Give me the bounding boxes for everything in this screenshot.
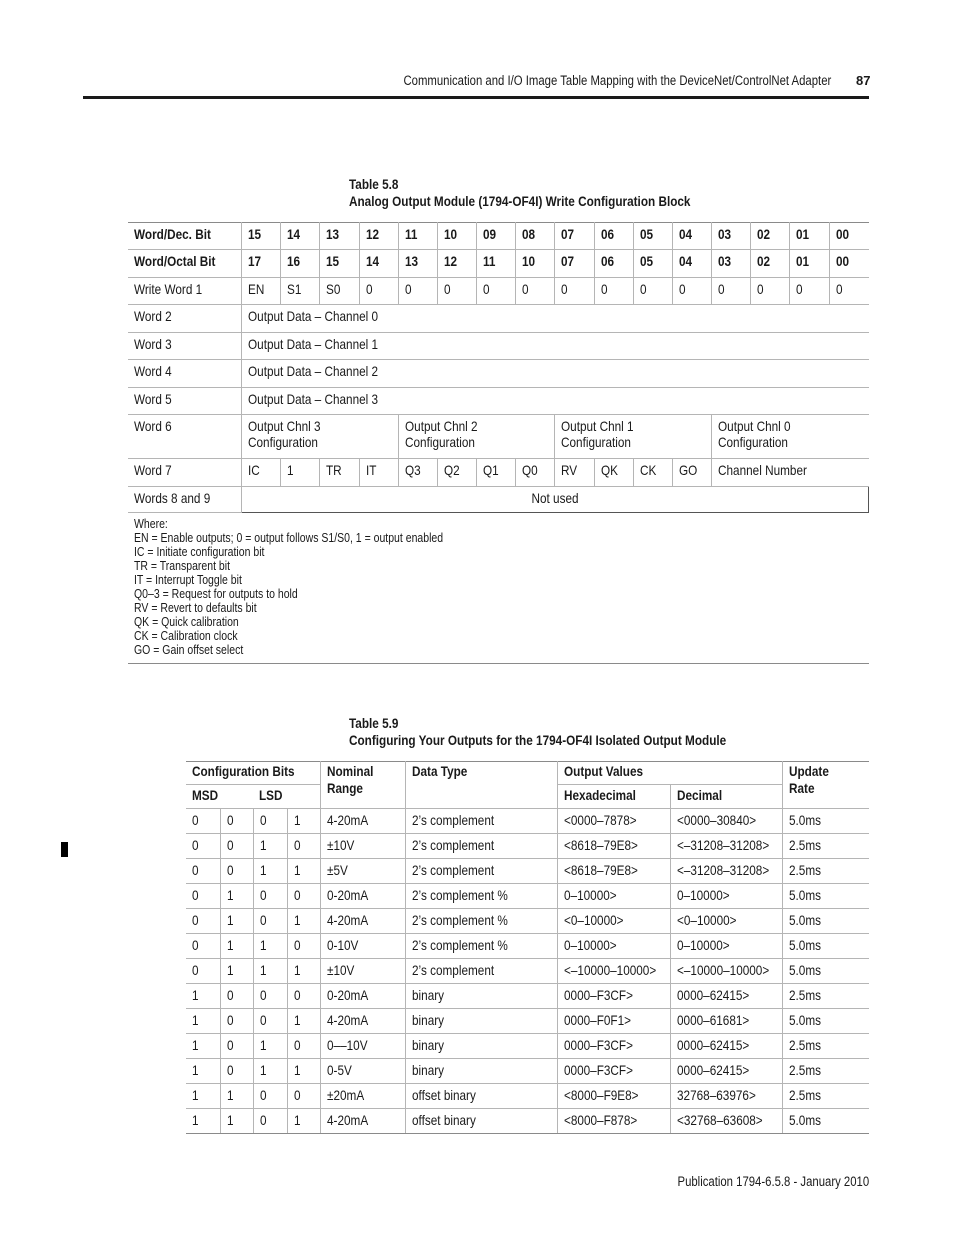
word-2-row — [128, 305, 869, 333]
row-label: Word 6 — [128, 415, 242, 459]
cell: <–10000–10000> — [557, 959, 670, 984]
octal-bit-row — [128, 250, 869, 278]
cell: GO — [672, 459, 711, 487]
cell: IC — [242, 459, 281, 487]
cell: 0 — [220, 1034, 253, 1059]
cell: 12 — [437, 250, 476, 278]
cell: 1 — [253, 1034, 287, 1059]
cell: 0 — [633, 277, 672, 305]
cell: <8618–79E8> — [557, 834, 670, 859]
data-type-header: Data Type — [405, 762, 557, 809]
cell: 1 — [287, 959, 320, 984]
cell: TR — [320, 459, 359, 487]
cell: 0 — [287, 934, 320, 959]
table-5-8-caption: Table 5.8 Analog Output Module (1794-OF4I) Write Configuration Block — [349, 176, 691, 209]
cell: 04 — [672, 223, 711, 250]
cell: 15 — [320, 250, 359, 278]
word-6-row — [128, 415, 869, 459]
cell: 0 — [516, 277, 555, 305]
cell: 0 — [672, 277, 711, 305]
cell: 0 — [253, 1084, 287, 1109]
cell: offset binary — [405, 1084, 557, 1109]
table-row — [186, 1034, 869, 1059]
cell: 08 — [516, 223, 555, 250]
cell: 5.0ms — [782, 884, 869, 909]
cell: 01 — [790, 223, 829, 250]
cell: 0 — [186, 834, 220, 859]
cell: <0–10000> — [670, 909, 782, 934]
cell: 0 — [398, 277, 437, 305]
cell: 0 — [751, 277, 790, 305]
cell: 0-20mA — [320, 984, 405, 1009]
cell: 07 — [555, 223, 594, 250]
channel-0-config-cell: Output Chnl 0 Configuration — [712, 415, 869, 459]
cell: Q3 — [398, 459, 437, 487]
cell: 4-20mA — [320, 809, 405, 834]
cell: 1 — [220, 959, 253, 984]
cell: IT — [359, 459, 398, 487]
cell: binary — [405, 984, 557, 1009]
cell: 1 — [287, 1059, 320, 1084]
cell: 14 — [281, 223, 320, 250]
cell: 1 — [253, 1059, 287, 1084]
table-row — [186, 884, 869, 909]
cell: 0 — [186, 884, 220, 909]
cell: QK — [594, 459, 633, 487]
cell: 07 — [555, 250, 594, 278]
row-label: Words 8 and 9 — [128, 486, 242, 512]
cell: 03 — [712, 250, 751, 278]
channel-2-config-cell: Output Chnl 2 Configuration — [398, 415, 555, 459]
cell: 0000–62415> — [670, 1059, 782, 1084]
cell: 2’s complement % — [405, 934, 557, 959]
row-value: Output Data – Channel 2 — [242, 360, 869, 388]
cell: 10 — [516, 250, 555, 278]
cell: 02 — [751, 223, 790, 250]
hexadecimal-header: Hexadecimal — [557, 785, 670, 809]
cell: 2’s complement — [405, 959, 557, 984]
cell: 2’s complement — [405, 834, 557, 859]
cell: 0 — [220, 1009, 253, 1034]
cell: 1 — [186, 984, 220, 1009]
cell: 16 — [281, 250, 320, 278]
cell: 32768–63976> — [670, 1084, 782, 1109]
write-word-1-row — [128, 277, 869, 305]
cell: 0 — [186, 809, 220, 834]
cell: 06 — [594, 223, 633, 250]
cell: binary — [405, 1009, 557, 1034]
cell: 11 — [477, 250, 516, 278]
cell: 2’s complement — [405, 809, 557, 834]
cell: 0 — [790, 277, 829, 305]
cell: Word/Octal Bit — [128, 250, 242, 278]
nominal-range-header: Nominal Range — [320, 762, 405, 809]
cell: binary — [405, 1059, 557, 1084]
cell: 15 — [242, 223, 281, 250]
write-configuration-table — [128, 222, 869, 664]
cell: <0000–7878> — [557, 809, 670, 834]
cell: 0 — [359, 277, 398, 305]
cell: 0-20mA — [320, 884, 405, 909]
cell: 0 — [220, 984, 253, 1009]
cell: 05 — [633, 250, 672, 278]
configuration-bits-header: Configuration Bits — [186, 762, 320, 785]
cell: 0 — [287, 1034, 320, 1059]
row-label: Word 2 — [128, 305, 242, 333]
cell: 1 — [281, 459, 320, 487]
output-configuration-table — [186, 761, 869, 1134]
cell: 0–10000> — [557, 884, 670, 909]
cell: 1 — [253, 834, 287, 859]
cell: 5.0ms — [782, 1109, 869, 1134]
cell: 5.0ms — [782, 959, 869, 984]
change-bar — [61, 842, 68, 857]
cell: 00 — [829, 250, 868, 278]
table-row — [186, 859, 869, 884]
row-label: Word 4 — [128, 360, 242, 388]
cell: 14 — [359, 250, 398, 278]
decimal-header: Decimal — [670, 785, 782, 809]
table-row — [186, 809, 869, 834]
not-used-cell: Not used — [242, 486, 869, 512]
table-row — [186, 1109, 869, 1134]
cell: 2.5ms — [782, 834, 869, 859]
cell: Q1 — [477, 459, 516, 487]
row-value: Output Data – Channel 3 — [242, 387, 869, 415]
cell: 0000–62415> — [670, 1034, 782, 1059]
cell: 2.5ms — [782, 1034, 869, 1059]
cell: 03 — [712, 223, 751, 250]
table-row — [186, 959, 869, 984]
cell: 0 — [287, 834, 320, 859]
cell: ±10V — [320, 959, 405, 984]
cell: 1 — [220, 909, 253, 934]
cell: RV — [555, 459, 594, 487]
cell: 0 — [253, 909, 287, 934]
cell: <8618–79E8> — [557, 859, 670, 884]
cell: 1 — [287, 859, 320, 884]
row-label: Word 7 — [128, 459, 242, 487]
cell: 0 — [555, 277, 594, 305]
cell: 0 — [220, 809, 253, 834]
words-8-9-row — [128, 486, 869, 512]
cell: 1 — [253, 934, 287, 959]
cell: 1 — [220, 1109, 253, 1134]
cell: 0 — [220, 859, 253, 884]
cell: 2.5ms — [782, 1084, 869, 1109]
channel-3-config-cell: Output Chnl 3 Configuration — [242, 415, 399, 459]
cell: 11 — [398, 223, 437, 250]
cell: 0-10V — [320, 934, 405, 959]
cell: 0 — [186, 909, 220, 934]
cell: 1 — [186, 1084, 220, 1109]
dec-bit-row — [128, 223, 869, 250]
cell: 0–10000> — [670, 934, 782, 959]
row-label: Word 3 — [128, 332, 242, 360]
cell: 09 — [477, 223, 516, 250]
cell: 13 — [320, 223, 359, 250]
msd-header: MSD — [186, 785, 253, 809]
cell: 10 — [437, 223, 476, 250]
cell: 17 — [242, 250, 281, 278]
cell: 0 — [186, 959, 220, 984]
table-row — [186, 1084, 869, 1109]
cell: 1 — [287, 1009, 320, 1034]
cell: 5.0ms — [782, 809, 869, 834]
cell: 2’s complement % — [405, 909, 557, 934]
cell: <–10000–10000> — [670, 959, 782, 984]
cell: 4-20mA — [320, 909, 405, 934]
legend: Where: EN = Enable outputs; 0 = output follows S1/S0, 1 = output enabled IC = Initiate configuration bit TR = Transparent bit IT = Interrupt Toggle bit Q0–3 = Request for outputs to hold RV = Revert to defaults bit QK = Quick calibration CK = Calibration clock GO = Gain offset select — [128, 512, 869, 664]
cell: 2’s complement % — [405, 884, 557, 909]
table-row — [186, 984, 869, 1009]
cell: Q2 — [437, 459, 476, 487]
cell: 4-20mA — [320, 1109, 405, 1134]
cell: ±20mA — [320, 1084, 405, 1109]
cell: <0000–30840> — [670, 809, 782, 834]
cell: <0–10000> — [557, 909, 670, 934]
cell: 0 — [186, 859, 220, 884]
cell: 2.5ms — [782, 859, 869, 884]
cell: 06 — [594, 250, 633, 278]
cell: 05 — [633, 223, 672, 250]
cell: Q0 — [516, 459, 555, 487]
table-row — [186, 1059, 869, 1084]
row-value: Output Data – Channel 0 — [242, 305, 869, 333]
page-number: 87 — [856, 73, 871, 88]
publication-footer: Publication 1794-6.5.8 - January 2010 — [677, 1174, 869, 1189]
cell: 0 — [287, 984, 320, 1009]
word-7-row — [128, 459, 869, 487]
cell: Word/Dec. Bit — [128, 223, 242, 250]
update-rate-header: Update Rate — [782, 762, 869, 809]
cell: 1 — [220, 884, 253, 909]
header-rule — [83, 96, 869, 99]
cell: 02 — [751, 250, 790, 278]
cell: 0000–F3CF> — [557, 1059, 670, 1084]
running-header: Communication and I/O Image Table Mapping with the DeviceNet/ControlNet Adapter — [403, 73, 831, 88]
cell: S1 — [281, 277, 320, 305]
cell: 5.0ms — [782, 1009, 869, 1034]
row-value: Output Data – Channel 1 — [242, 332, 869, 360]
cell: 04 — [672, 250, 711, 278]
cell: 0 — [287, 884, 320, 909]
cell: 1 — [220, 1084, 253, 1109]
cell: 0––10V — [320, 1034, 405, 1059]
cell: 4-20mA — [320, 1009, 405, 1034]
word-5-row — [128, 387, 869, 415]
channel-number-cell: Channel Number — [712, 459, 869, 487]
output-values-header: Output Values — [557, 762, 782, 785]
cell: 0–10000> — [557, 934, 670, 959]
cell: <8000–F878> — [557, 1109, 670, 1134]
cell: 0 — [253, 809, 287, 834]
cell: <–31208–31208> — [670, 859, 782, 884]
cell: binary — [405, 1034, 557, 1059]
row-label: Word 5 — [128, 387, 242, 415]
cell: 1 — [253, 859, 287, 884]
cell: 1 — [253, 959, 287, 984]
channel-1-config-cell: Output Chnl 1 Configuration — [555, 415, 712, 459]
cell: 0000–61681> — [670, 1009, 782, 1034]
cell: 0 — [186, 934, 220, 959]
cell: EN — [242, 277, 281, 305]
cell: 0 — [477, 277, 516, 305]
cell: CK — [633, 459, 672, 487]
cell: 2’s complement — [405, 859, 557, 884]
cell: 2.5ms — [782, 984, 869, 1009]
cell: 5.0ms — [782, 934, 869, 959]
cell: 0 — [253, 1009, 287, 1034]
cell: <8000–F9E8> — [557, 1084, 670, 1109]
cell: 1 — [287, 1109, 320, 1134]
cell: 0 — [437, 277, 476, 305]
cell: 1 — [287, 909, 320, 934]
cell: 0000–F3CF> — [557, 1034, 670, 1059]
cell: 0 — [829, 277, 868, 305]
cell: 01 — [790, 250, 829, 278]
cell: <32768–63608> — [670, 1109, 782, 1134]
cell: 0000–F3CF> — [557, 984, 670, 1009]
cell: 1 — [186, 1059, 220, 1084]
table-row — [186, 909, 869, 934]
cell: 1 — [186, 1009, 220, 1034]
cell: 2.5ms — [782, 1059, 869, 1084]
word-3-row — [128, 332, 869, 360]
lsd-header: LSD — [253, 785, 320, 809]
cell: 0 — [220, 1059, 253, 1084]
cell: 1 — [220, 934, 253, 959]
cell: 0 — [253, 984, 287, 1009]
cell: 5.0ms — [782, 909, 869, 934]
cell: 0000–62415> — [670, 984, 782, 1009]
header-row-1 — [186, 762, 869, 785]
cell: 0000–F0F1> — [557, 1009, 670, 1034]
cell: 0–10000> — [670, 884, 782, 909]
legend-row — [128, 512, 869, 664]
cell: 1 — [287, 809, 320, 834]
cell: 12 — [359, 223, 398, 250]
cell: S0 — [320, 277, 359, 305]
table-row — [186, 934, 869, 959]
table-row — [186, 834, 869, 859]
cell: 0-5V — [320, 1059, 405, 1084]
cell: 0 — [220, 834, 253, 859]
cell: ±5V — [320, 859, 405, 884]
word-4-row — [128, 360, 869, 388]
cell: Write Word 1 — [128, 277, 242, 305]
cell: 0 — [287, 1084, 320, 1109]
cell: <–31208–31208> — [670, 834, 782, 859]
cell: 0 — [594, 277, 633, 305]
cell: offset binary — [405, 1109, 557, 1134]
cell: 0 — [253, 884, 287, 909]
cell: 0 — [253, 1109, 287, 1134]
cell: 1 — [186, 1109, 220, 1134]
table-5-9-caption: Table 5.9 Configuring Your Outputs for the 1794-OF4I Isolated Output Module — [349, 715, 727, 748]
cell: 0 — [712, 277, 751, 305]
cell: 13 — [398, 250, 437, 278]
cell: 00 — [829, 223, 868, 250]
cell: ±10V — [320, 834, 405, 859]
cell: 1 — [186, 1034, 220, 1059]
table-row — [186, 1009, 869, 1034]
